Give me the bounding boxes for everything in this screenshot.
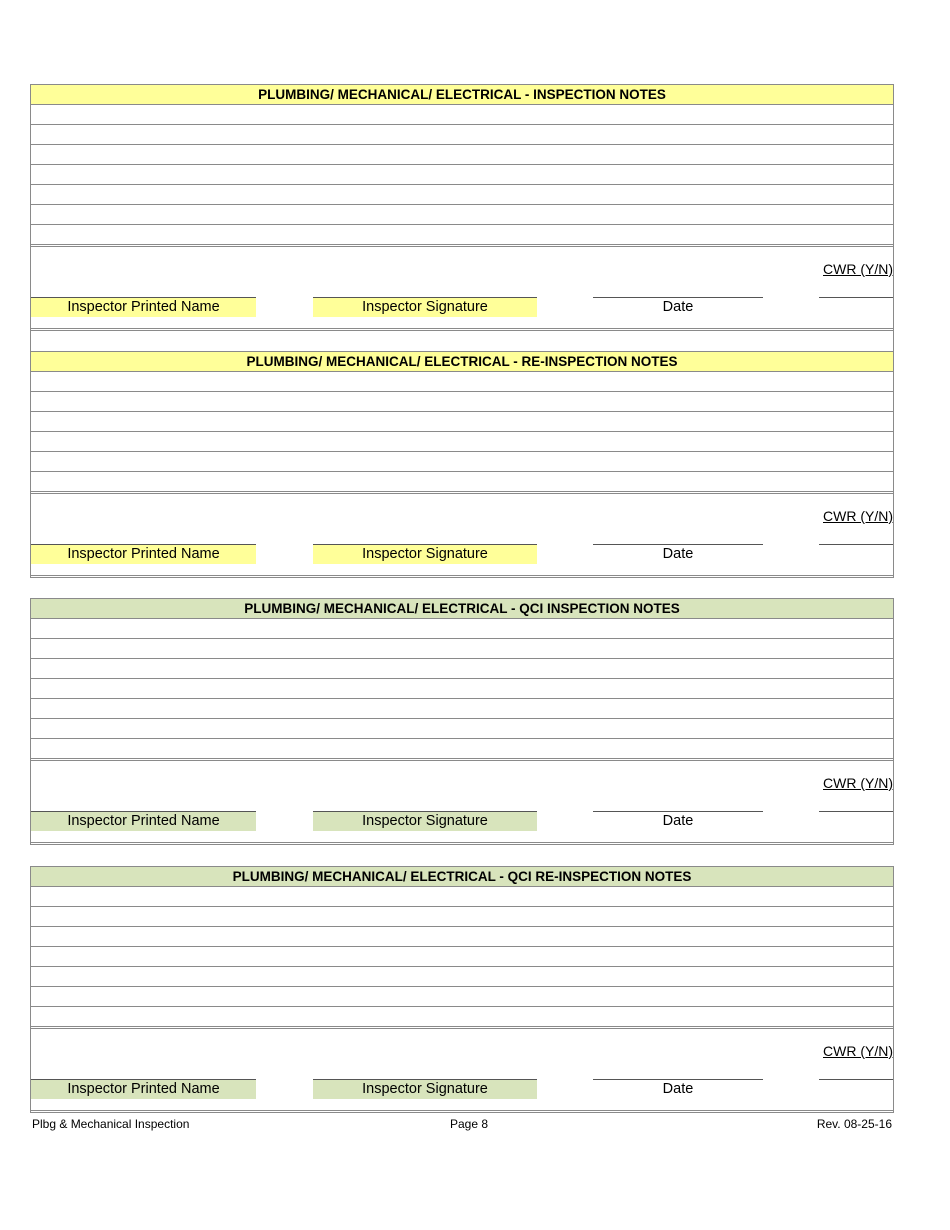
note-line-input[interactable] [31,392,893,412]
printed-name-label: Inspector Printed Name [31,812,256,831]
note-line-input[interactable] [31,739,893,758]
note-line-input[interactable] [31,145,893,165]
signature-label: Inspector Signature [313,812,537,831]
note-line-input[interactable] [31,907,893,927]
inspection-notes-box [30,866,894,1113]
note-line-input[interactable] [31,452,893,472]
signature-label: Inspector Signature [313,545,537,564]
note-line-input[interactable] [31,987,893,1007]
cwr-field[interactable] [819,811,893,812]
signature-block [31,1029,893,1110]
cwr-field[interactable] [819,1079,893,1080]
date-label: Date [662,299,694,315]
note-line-input[interactable] [31,887,893,907]
cwr-label: CWR (Y/N) [823,508,893,524]
cwr-label: CWR (Y/N) [823,1043,893,1059]
signature-block [31,761,893,842]
signature-block [31,247,893,328]
signature-block [31,494,893,575]
note-line-input[interactable] [31,719,893,739]
section-title: PLUMBING/ MECHANICAL/ ELECTRICAL - QCI RE-INSPECTION NOTES [31,867,893,887]
note-line-input[interactable] [31,432,893,452]
cwr-field[interactable] [819,297,893,298]
date-label: Date [662,546,694,562]
divider [31,575,893,578]
divider [31,1110,893,1113]
note-line-input[interactable] [31,947,893,967]
note-line-input[interactable] [31,185,893,205]
inspection-notes-box [30,84,894,578]
note-line-input[interactable] [31,679,893,699]
note-line-input[interactable] [31,225,893,244]
note-line-input[interactable] [31,412,893,432]
section-title: PLUMBING/ MECHANICAL/ ELECTRICAL - QCI INSPECTION NOTES [31,599,893,619]
note-line-input[interactable] [31,372,893,392]
note-line-input[interactable] [31,105,893,125]
inspection-notes-box [30,598,894,845]
footer-revision: Rev. 08-25-16 [816,1117,892,1131]
cwr-label: CWR (Y/N) [823,775,893,791]
note-line-input[interactable] [31,927,893,947]
date-label: Date [662,1081,694,1097]
note-line-input[interactable] [31,125,893,145]
section-title: PLUMBING/ MECHANICAL/ ELECTRICAL - RE-INSPECTION NOTES [31,352,893,372]
note-line-input[interactable] [31,165,893,185]
note-line-input[interactable] [31,205,893,225]
note-line-input[interactable] [31,472,893,491]
printed-name-label: Inspector Printed Name [31,298,256,317]
divider [31,842,893,845]
note-line-input[interactable] [31,619,893,639]
note-line-input[interactable] [31,1007,893,1026]
note-line-input[interactable] [31,659,893,679]
cwr-field[interactable] [819,544,893,545]
spacer-row [31,331,893,352]
cwr-label: CWR (Y/N) [823,261,893,277]
note-line-input[interactable] [31,699,893,719]
footer-page-number: Page 8 [450,1117,489,1131]
note-line-input[interactable] [31,639,893,659]
section-title: PLUMBING/ MECHANICAL/ ELECTRICAL - INSPECTION NOTES [31,85,893,105]
footer-document-name: Plbg & Mechanical Inspection [32,1117,190,1131]
date-label: Date [662,813,694,829]
printed-name-label: Inspector Printed Name [31,545,256,564]
note-line-input[interactable] [31,967,893,987]
printed-name-label: Inspector Printed Name [31,1080,256,1099]
signature-label: Inspector Signature [313,1080,537,1099]
signature-label: Inspector Signature [313,298,537,317]
